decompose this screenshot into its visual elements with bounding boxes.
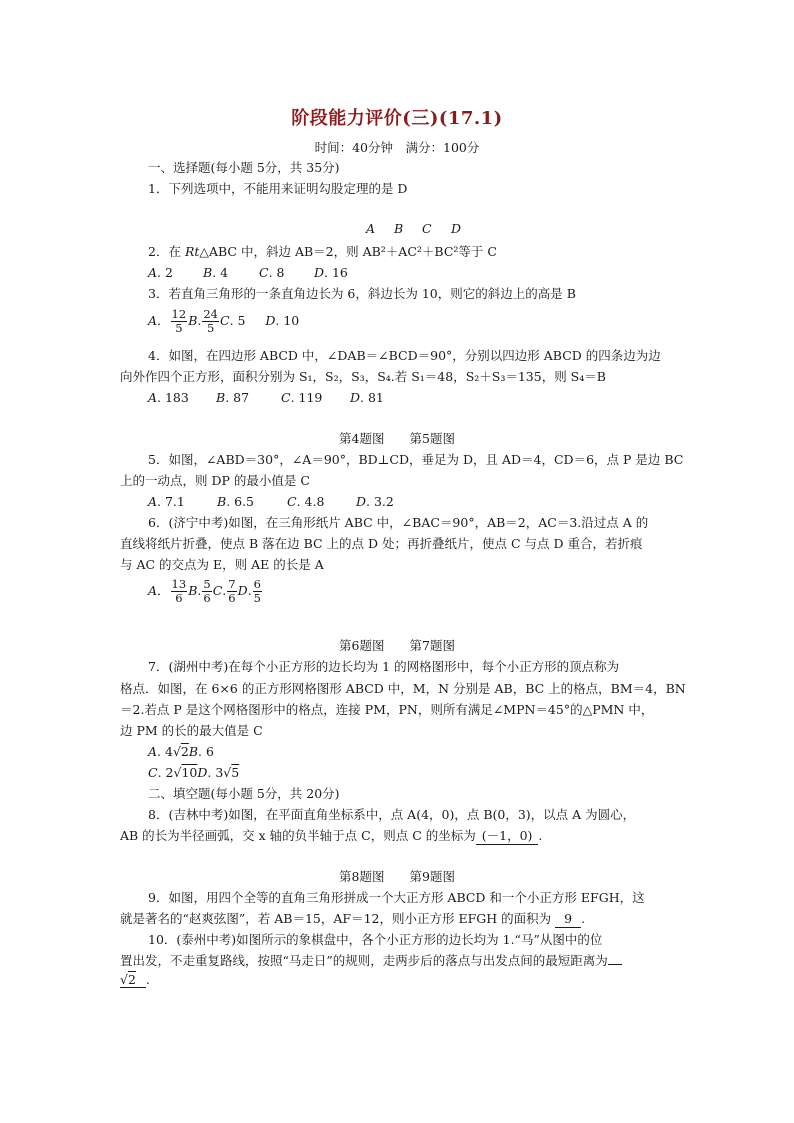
q4-option-d: D. 81 bbox=[350, 390, 384, 405]
figure-caption-8-9: 第8题图 第9题图 bbox=[339, 869, 455, 884]
question-3: 3．若直角三角形的一条直角边长为 6，斜边长为 10，则它的斜边上的高是 B bbox=[148, 286, 576, 301]
question-8-line-2: AB 的长为半径画弧，交 x 轴的负半轴于点 C，则点 C 的坐标为 (－1，0) . bbox=[120, 828, 543, 843]
question-9-line-1: 9．如图，用四个全等的直角三角形拼成一个大正方形 ABCD 和一个小正方形 EFGH，这 bbox=[148, 890, 645, 905]
q4-option-a: A. 183 bbox=[148, 390, 189, 405]
q4-option-c: C. 119 bbox=[281, 390, 323, 405]
q3-option-b-fraction: $\frac{24}{5}$ bbox=[203, 307, 218, 335]
q6-options: A． $\frac{13}{6}$ B. $\frac{5}{6}$ C. $\frac{7}{6}$ D. $\frac{6}{5}$ bbox=[148, 577, 261, 605]
question-7-line-3: ＝2.若点 P 是这个网格图形中的格点，连接 PM，PN，则所有满足∠MPN＝45°的△PMN 中， bbox=[120, 702, 654, 717]
q10-answer-line: √2 . bbox=[120, 972, 150, 987]
q1-option-b: B bbox=[394, 221, 404, 236]
page-title: 阶段能力评价(三)(17.1) bbox=[291, 108, 503, 129]
q10-answer-blank bbox=[608, 964, 622, 965]
question-9-line-2: 就是著名的“赵爽弦图”，若 AB＝15，AF＝12，则小正方形 EFGH 的面积为 9 . bbox=[120, 911, 586, 926]
question-6-line-3: 与 AC 的交点为 E，则 AE 的长是 A bbox=[120, 557, 324, 572]
q5-option-b: B. 6.5 bbox=[217, 494, 255, 509]
section-choice-heading: 一、选择题(每小题 5分，共 35分) bbox=[148, 160, 340, 175]
question-8-line-1: 8．(吉林中考)如图，在平面直角坐标系中，点 A(4，0)，点 B(0，3)，以点 A 为圆心， bbox=[148, 807, 636, 822]
q6-option-d-fraction: $\frac{6}{5}$ bbox=[253, 577, 261, 605]
figure-caption-6-7: 第6题图 第7题图 bbox=[339, 638, 455, 653]
q1-option-a: A bbox=[366, 221, 376, 236]
q10-answer: 2 bbox=[127, 972, 136, 987]
q9-answer: 9 bbox=[555, 911, 581, 928]
q1-option-d: D bbox=[451, 221, 462, 236]
question-10-line-1: 10．(泰州中考)如图所示的象棋盘中，各个小正方形的边长均为 1.“马”从图中的位 bbox=[148, 932, 603, 947]
exam-meta: 时间：40分钟 满分：100分 bbox=[314, 140, 480, 155]
figure-caption-4-5: 第4题图 第5题图 bbox=[339, 431, 455, 446]
q7-options-cd: C. 2√10D. 3√5 bbox=[148, 765, 240, 780]
question-7-line-4: 边 PM 的长的最大值是 C bbox=[120, 723, 263, 738]
q5-option-d: D. 3.2 bbox=[356, 494, 394, 509]
question-5-line-1: 5．如图，∠ABD＝30°，∠A＝90°，BD⊥CD，垂足为 D，且 AD＝4，CD＝6，点 P 是边 BC bbox=[148, 452, 684, 467]
question-6-line-1: 6．(济宁中考)如图，在三角形纸片 ABC 中，∠BAC＝90°，AB＝2，AC＝3.沿过点 A 的 bbox=[148, 515, 649, 530]
question-2: 2．在 Rt△ABC 中，斜边 AB＝2，则 AB²＋AC²＋BC²等于 C bbox=[148, 244, 497, 259]
question-7-line-1: 7．(湖州中考)在每个小正方形的边长均为 1 的网格图形中，每个小正方形的顶点称为 bbox=[148, 659, 620, 674]
section-fill-heading: 二、填空题(每小题 5分，共 20分) bbox=[148, 786, 340, 801]
question-4-line-1: 4．如图，在四边形 ABCD 中，∠DAB＝∠BCD＝90°，分别以四边形 ABCD 的四条边为边 bbox=[148, 348, 661, 363]
q2-option-b: B. 4 bbox=[203, 265, 229, 280]
q2-option-c: C. 8 bbox=[259, 265, 285, 280]
q8-answer: (－1，0) bbox=[476, 828, 539, 845]
q6-option-c-fraction: $\frac{7}{6}$ bbox=[228, 577, 236, 605]
q3-option-a-fraction: $\frac{12}{5}$ bbox=[171, 307, 187, 335]
q7-options-ab: A. 4√2B. 6 bbox=[148, 744, 214, 759]
q2-option-a: A. 2 bbox=[148, 265, 173, 280]
q6-option-b-fraction: $\frac{5}{6}$ bbox=[203, 577, 211, 605]
q3-options: A． $\frac{12}{5}$ B. $\frac{24}{5}$ C. 5 D. 10 bbox=[148, 307, 300, 335]
q1-option-c: C bbox=[422, 221, 432, 236]
q2-option-d: D. 16 bbox=[314, 265, 348, 280]
q4-option-b: B. 87 bbox=[216, 390, 250, 405]
q5-option-c: C. 4.8 bbox=[287, 494, 325, 509]
question-5-line-2: 上的一动点，则 DP 的最小值是 C bbox=[120, 473, 310, 488]
question-1: 1．下列选项中，不能用来证明勾股定理的是 D bbox=[148, 181, 408, 196]
question-4-line-2: 向外作四个正方形，面积分别为 S₁，S₂，S₃，S₄.若 S₁＝48，S₂＋S₃＝135，则 S₄＝B bbox=[120, 369, 606, 384]
question-6-line-2: 直线将纸片折叠，使点 B 落在边 BC 上的点 D 处；再折叠纸片，使点 C 与点 D 重合，若折痕 bbox=[120, 536, 643, 551]
question-7-line-2: 格点．如图，在 6×6 的正方形网格图形 ABCD 中，M，N 分别是 AB，BC 上的格点，BM＝4，BN bbox=[120, 681, 686, 696]
question-10-line-2: 置出发，不走重复路线，按照“马走日”的规则，走两步后的落点与出发点间的最短距离为 bbox=[120, 953, 622, 969]
q6-option-a-fraction: $\frac{13}{6}$ bbox=[171, 577, 187, 605]
q5-option-a: A. 7.1 bbox=[148, 494, 185, 509]
